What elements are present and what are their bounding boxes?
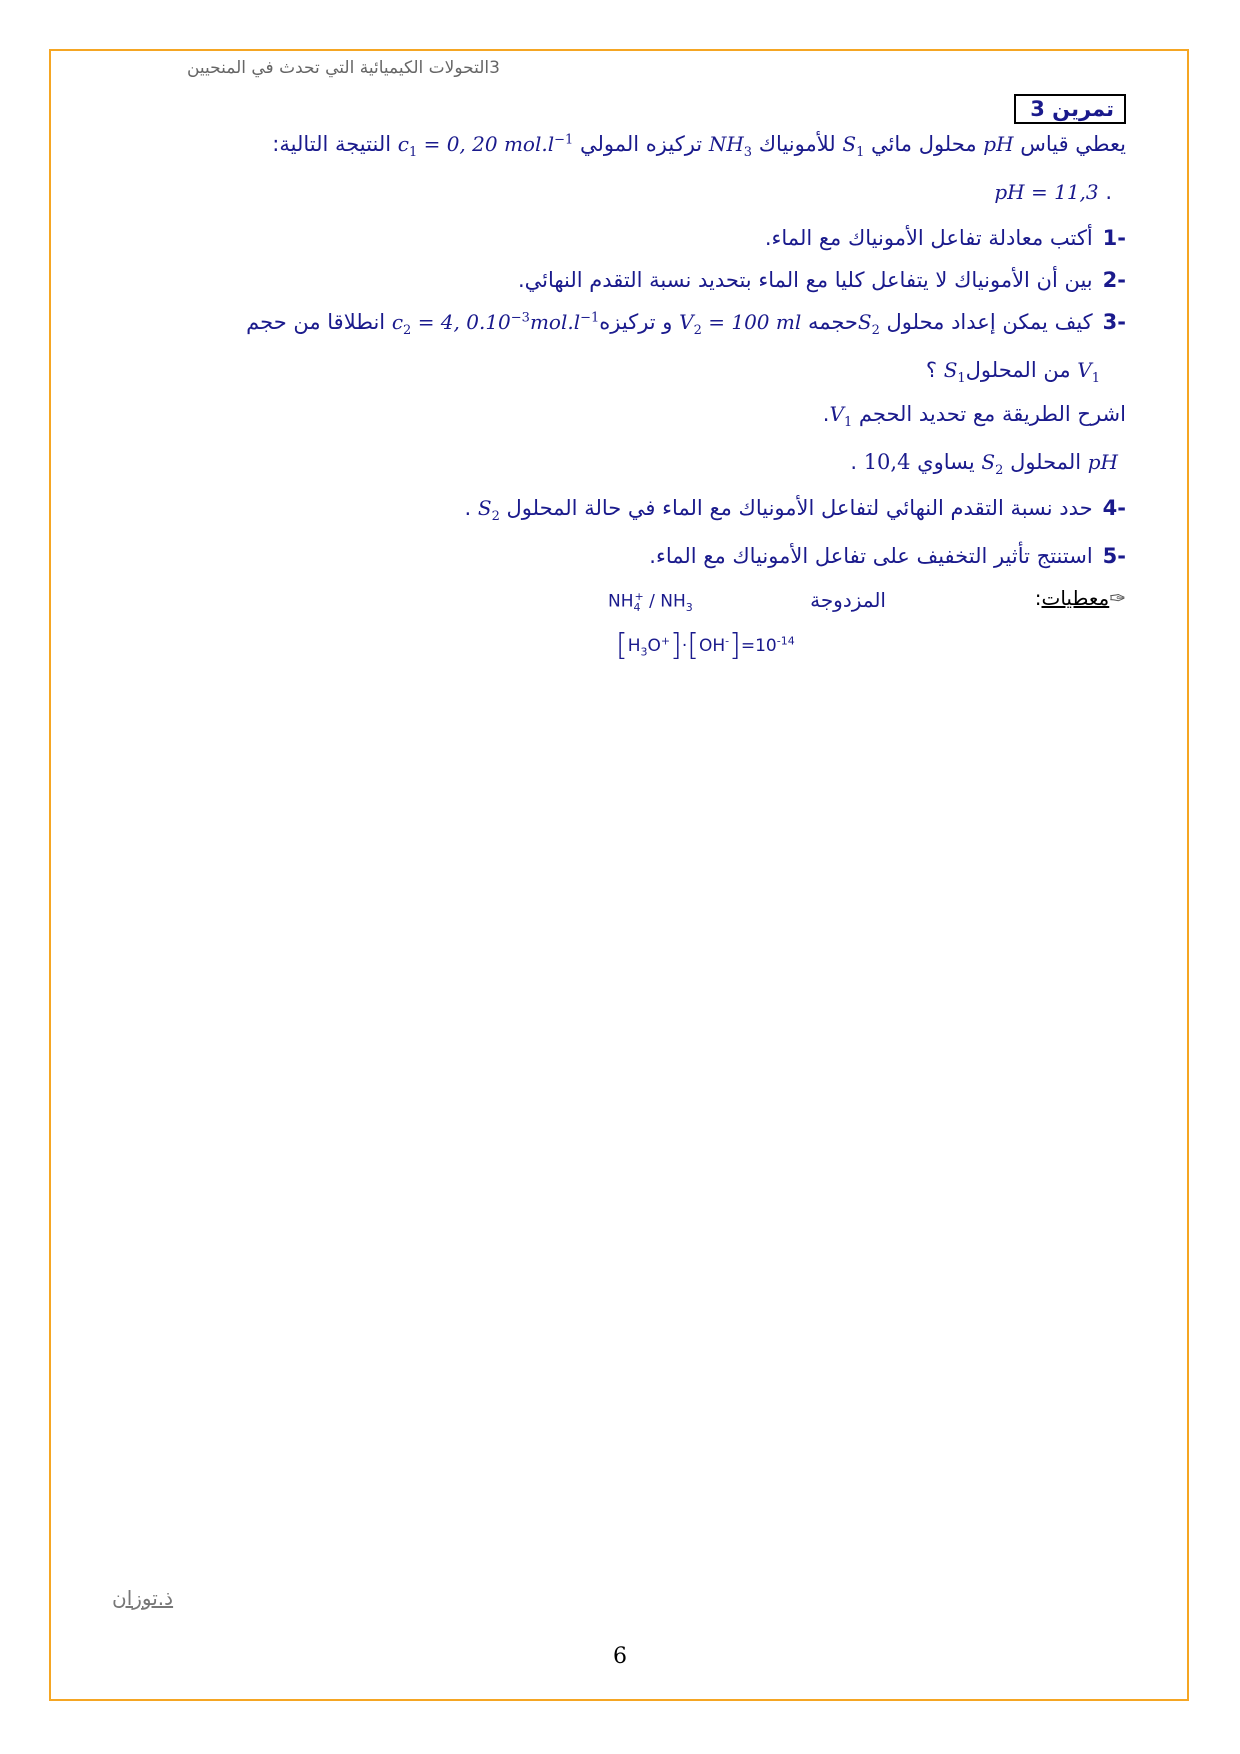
- couple-label: المزدوجة: [810, 588, 886, 612]
- math-s1-b: $S_1$: [943, 358, 966, 386]
- pen-icon: ✑: [1109, 586, 1126, 610]
- question-4: [464, 496, 1126, 524]
- intro-text-4: تركيزه المولي: [579, 132, 703, 156]
- math-c2: $c_2 = 4$, $0.10^{-3}mol.l^{-1}$: [391, 310, 600, 338]
- question-4-text: حدد نسبة التقدم النهائي لتفاعل الأمونياك مع الماء في حالة المحلول: [506, 496, 1093, 520]
- givens-colon: :: [1034, 586, 1042, 610]
- question-1: [765, 226, 1126, 250]
- couple-formula: $NH_4^+ / NH_3$: [608, 590, 693, 615]
- question-3-line-2-text: من المحلول: [965, 358, 1071, 382]
- question-3-line-2: [926, 358, 1100, 386]
- math-v2: $V_2 = 100$ ml: [679, 310, 802, 338]
- math-c1: $c_1 = 0$, 20 $mol.l^{-1}$: [397, 132, 574, 160]
- question-mark: ؟: [925, 358, 937, 382]
- math-s2-b: $S_2$: [981, 450, 1004, 478]
- math-v1-b: $V_1$: [829, 402, 853, 430]
- math-s1: $S_1$: [842, 132, 865, 160]
- question-3-text-4: انطلاقا من حجم: [246, 310, 386, 334]
- question-3-line-4-text-2: يساوي: [917, 450, 975, 474]
- question-2-number: -2: [1102, 268, 1126, 292]
- page-frame: [49, 49, 1189, 1701]
- question-4-dot: .: [464, 496, 472, 520]
- question-3-text-2: حجمه: [807, 310, 858, 334]
- water-product-formula: $[H_3O^+]\cdot[OH^-]=10^{-14}$: [616, 628, 795, 663]
- math-nh3: $NH_3$: [708, 132, 753, 160]
- author-name: ذ.توزان: [112, 1586, 174, 1610]
- math-v1: $V_1$: [1077, 358, 1100, 386]
- intro-text-5: النتيجة التالية:: [272, 132, 392, 156]
- math-ph: pH: [983, 132, 1014, 156]
- math-ph-value: pH = 11,3: [994, 180, 1099, 204]
- chapter-header: 3التحولات الكيميائية التي تحدث في المنحيين: [186, 58, 500, 78]
- question-3-line-4-dot: .: [850, 450, 857, 474]
- givens-label: معطيات: [1041, 586, 1110, 610]
- question-3-text-3: و تركيزه: [599, 310, 673, 334]
- question-3: [246, 310, 1126, 338]
- question-3-line-4-text-1: المحلول: [1010, 450, 1082, 474]
- intro-text-3: للأمونياك: [758, 132, 836, 156]
- math-ph-value-b: 10,4: [863, 450, 911, 474]
- question-1-number: -1: [1102, 226, 1126, 250]
- intro-text-2: محلول مائي: [871, 132, 977, 156]
- question-3-line-3-text: اشرح الطريقة مع تحديد الحجم: [858, 402, 1126, 426]
- question-3-line-3: [823, 402, 1126, 430]
- exercise-title: تمرين 3: [1014, 94, 1126, 124]
- question-1-text: أكتب معادلة تفاعل الأمونياك مع الماء.: [764, 226, 1093, 250]
- intro-line-2: [994, 180, 1112, 204]
- question-2: [518, 268, 1126, 292]
- intro-text-1: يعطي قياس: [1020, 132, 1126, 156]
- math-ph-b: pH: [1087, 450, 1118, 474]
- question-4-number: -4: [1102, 496, 1126, 520]
- intro-line-2-dot: .: [1105, 180, 1112, 204]
- math-s2: $S_2$: [857, 310, 880, 338]
- question-3-number: -3: [1102, 310, 1126, 334]
- math-s2-c: $S_2$: [477, 496, 500, 524]
- question-5-number: -5: [1102, 544, 1126, 568]
- question-5-text: استنتج تأثير التخفيف على تفاعل الأمونياك مع الماء.: [649, 544, 1093, 568]
- question-2-text: بين أن الأمونياك لا يتفاعل كليا مع الماء بتحديد نسبة التقدم النهائي.: [517, 268, 1093, 292]
- question-5: [649, 544, 1126, 568]
- question-3-line-3-dot: .: [822, 402, 830, 426]
- question-3-line-4: [850, 450, 1118, 478]
- question-3-text-1: كيف يمكن إعداد محلول: [886, 310, 1093, 334]
- givens-label-line: [1035, 586, 1126, 610]
- page-number: 6: [613, 1644, 627, 1669]
- intro-line-1: [272, 132, 1126, 160]
